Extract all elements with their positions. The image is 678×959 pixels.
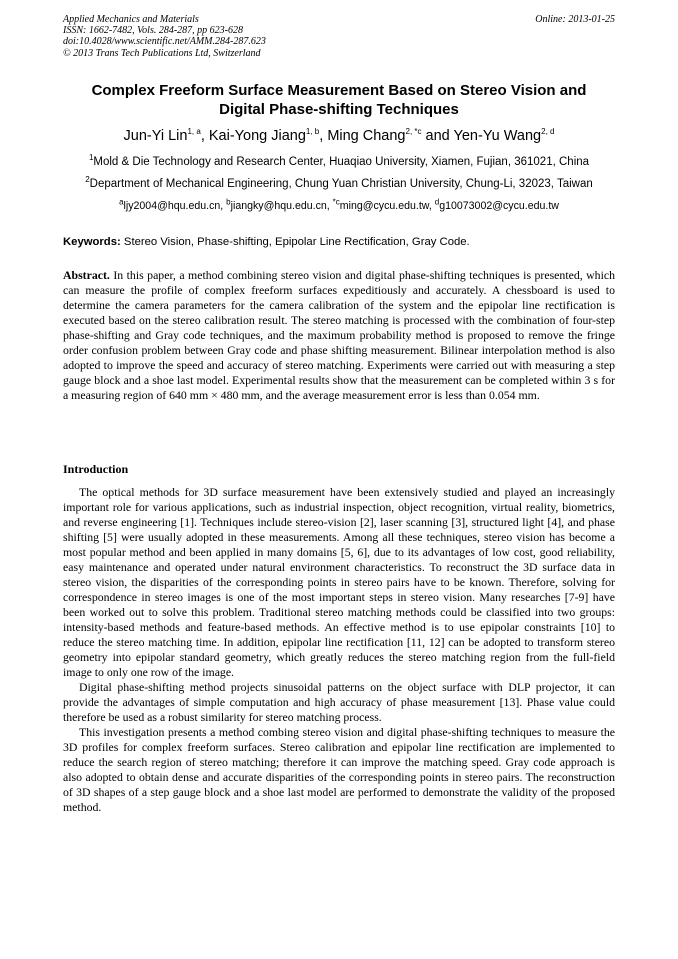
author-name: Yen-Yu Wang xyxy=(453,128,542,144)
email-list xyxy=(30,199,648,213)
affiliation-mark: 1 xyxy=(88,153,94,163)
doi-line: doi:10.4028/www.scientific.net/AMM.284-287.623 xyxy=(63,36,266,48)
author-name: Ming Chang xyxy=(327,128,406,144)
intro-paragraph-3: This investigation presents a method combing stereo vision and digital phase-shifting techniques to measure the 3D profiles for complex freeform surfaces. Stereo calibration and epipolar line rectification are implemented to reduce the search region of stereo matching; therefore it can improve the matching speed. Gray code approach is also adopted to obtain dense and accurate disparities of the corresponding points in stereo pairs. The reconstruction of 3D shapes of a step gauge block and a shoe last model are performed to demonstrate the validity of the proposed method. xyxy=(63,725,615,814)
issn-line: ISSN: 1662-7482, Vols. 284-287, pp 623-628 xyxy=(63,25,243,37)
email-address: ming@cycu.edu.tw, xyxy=(339,200,435,212)
abstract xyxy=(63,268,615,403)
email-address: ljy2004@hqu.edu.cn, xyxy=(123,200,227,212)
keywords-line xyxy=(63,235,623,249)
keywords-text: Stereo Vision, Phase-shifting, Epipolar Line Rectification, Gray Code. xyxy=(120,236,470,248)
affiliation-text: Department of Mechanical Engineering, Chung Yuan Christian University, Chung-Li, 32023, Taiwan xyxy=(89,178,593,190)
email-address: jiangky@hqu.edu.cn, xyxy=(230,200,333,212)
paper-title xyxy=(63,81,615,119)
abstract-label: Abstract. xyxy=(63,268,110,282)
author-separator: , xyxy=(200,128,209,144)
author-affiliation-mark: 1, b xyxy=(305,127,320,137)
affiliation-mark: 2 xyxy=(85,175,90,185)
intro-paragraph-2: Digital phase-shifting method projects sinusoidal patterns on the object surface with DLP projector, it can provide the advantages of simple computation and high accuracy of phase measurement [13]. Phase value could therefore be used as a robust similarity for stereo matching process. xyxy=(63,680,615,724)
author-name: Kai-Yong Jiang xyxy=(208,128,306,144)
author-separator: , xyxy=(319,128,328,144)
email-mark: b xyxy=(226,197,231,207)
email-mark: d xyxy=(434,197,440,207)
keywords-label: Keywords: xyxy=(63,236,121,248)
abstract-text: In this paper, a method combining stereo vision and digital phase-shifting techniques is presented, which can measure the profile of complex freeform surfaces expeditiously and accurately. A chessboard is used to determine the camera parameters for the camera calibration of the system and the epipolar line rectification is executed based on the stereo calibration result. The stereo matching is processed with the combination of four-step phase-shifting and Gray code techniques, and the maximum probability method is proposed to remove the fringe order confusion problem between Gray code and phase shifting measurement. Bilinear interpolation method is also adopted to improve the speed and accuracy of stereo matching. Experiments were carried out with measuring a step gauge block and a shoe last model. Experimental results show that the measurement can be completed within 3 s for a measuring region of 640 mm × 480 mm, and the average measurement error is less than 0.054 mm. xyxy=(63,268,615,402)
online-date: Online: 2013-01-25 xyxy=(535,14,615,25)
introduction-body xyxy=(63,485,615,815)
affiliation-2 xyxy=(30,177,648,191)
copyright-line: © 2013 Trans Tech Publications Ltd, Switzerland xyxy=(63,47,261,59)
author-name: Jun-Yi Lin xyxy=(123,128,188,144)
author-affiliation-mark: 2, *c xyxy=(405,127,422,137)
affiliation-1 xyxy=(30,155,648,169)
author-affiliation-mark: 2, d xyxy=(541,127,555,137)
introduction-heading: Introduction xyxy=(63,462,129,476)
email-address: g10073002@cycu.edu.tw xyxy=(439,200,559,212)
title-line-2: Digital Phase-shifting Techniques xyxy=(219,101,459,118)
affiliation-text: Mold & Die Technology and Research Center, Huaqiao University, Xiamen, Fujian, 361021, China xyxy=(93,156,590,168)
intro-paragraph-1: The optical methods for 3D surface measurement have been extensively studied and played an increasingly important role for various applications, such as industrial inspection, object recognition, virtual reality, biometrics, and reverse engineering [1]. Techniques include stereo-vision [2], laser scanning [3], structured light [4], and phase shifting [5] were usually adopted in these measurements. Among all these techniques, stereo vision has become a most popular method and been applied in many domains [5, 6], due to its advantages of low cost, good reliability, easy maintenance and operated under natural environment characteristics. To reconstruct the 3D surface data in stereo vision, the disparities of the corresponding points in stereo pairs have to be known. Therefore, solving for correspondence in stereo images is one of the most important steps in stereo vision. Many researches [7-9] have been worked out to solve this problem. Traditional stereo matching methods could be classified into two groups: intensity-based methods and feature-based methods. An effective method is to use epipolar constraints [10] to reduce the stereo matching time. In addition, epipolar line rectification [11, 12] can be adopted to transform stereo geometry into epipolar standard geometry, which greatly reduces the stereo matching region from the full-field image to only one row of the image. xyxy=(63,485,615,679)
journal-header xyxy=(63,14,615,59)
author-affiliation-mark: 1, a xyxy=(187,127,201,137)
journal-name: Applied Mechanics and Materials xyxy=(63,14,199,25)
email-mark: a xyxy=(119,197,124,207)
email-mark: *c xyxy=(332,197,340,207)
author-list xyxy=(40,127,638,145)
author-separator: and xyxy=(421,128,454,144)
title-line-1: Complex Freeform Surface Measurement Based on Stereo Vision and xyxy=(91,82,587,99)
